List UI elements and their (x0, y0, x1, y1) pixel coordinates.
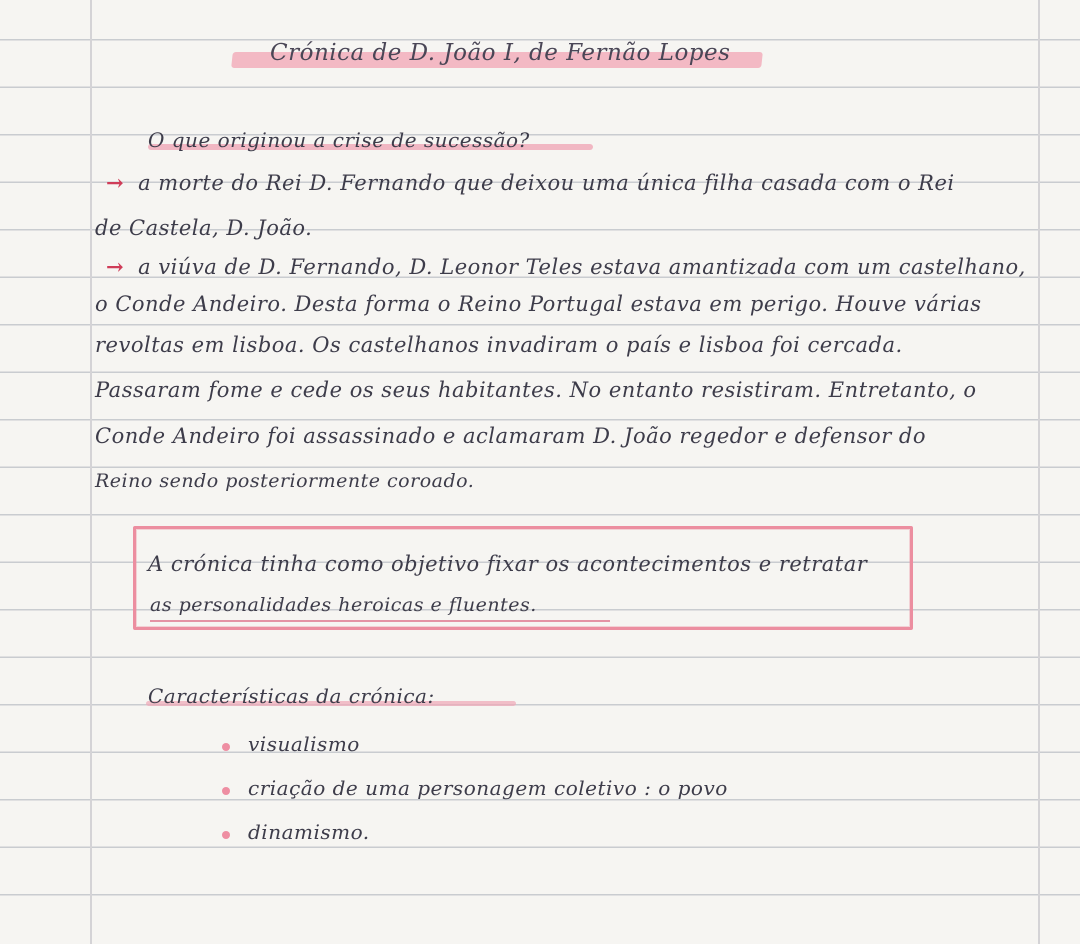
objective-line-2: as personalidades heroicas e fluentes. (150, 594, 537, 616)
line-text: a morte do Rei D. Fernando que deixou uma única filha casada com o Rei (138, 171, 955, 195)
line-text: a viúva de D. Fernando, D. Leonor Teles estava amantizada com um castelhano, (138, 255, 1026, 279)
note-line-4: o Conde Andeiro. Desta forma o Reino Portugal estava em perigo. Houve várias (95, 292, 982, 316)
list-item-text: dinamismo. (248, 820, 370, 844)
list-item-text: criação de uma personagem coletivo : o povo (248, 776, 728, 800)
note-line-3 (106, 254, 1026, 279)
question-heading: O que originou a crise de sucessão? (148, 128, 530, 152)
objective-underline (150, 620, 610, 622)
list-item-text: visualismo (248, 732, 360, 756)
right-margin-line (1038, 0, 1040, 944)
arrow-icon: → (106, 254, 125, 279)
note-line-5: revoltas em lisboa. Os castelhanos invadiram o país e lisboa foi cercada. (95, 333, 903, 357)
bullet-icon (222, 787, 230, 795)
left-margin-line (90, 0, 92, 944)
note-line-2: de Castela, D. João. (95, 216, 313, 240)
page-title: Crónica de D. João I, de Fernão Lopes (270, 40, 731, 66)
characteristics-heading: Características da crónica: (148, 684, 435, 708)
note-line-6: Passaram fome e cede os seus habitantes. No entanto resistiram. Entretanto, o (95, 378, 977, 402)
bullet-icon (222, 831, 230, 839)
note-line-7: Conde Andeiro foi assassinado e aclamaram D. João regedor e defensor do (95, 424, 926, 448)
arrow-icon: → (106, 170, 125, 195)
note-line-1 (106, 170, 955, 195)
note-line-8: Reino sendo posteriormente coroado. (95, 470, 475, 492)
bullet-icon (222, 743, 230, 751)
objective-line-1: A crónica tinha como objetivo fixar os acontecimentos e retratar (148, 552, 868, 576)
